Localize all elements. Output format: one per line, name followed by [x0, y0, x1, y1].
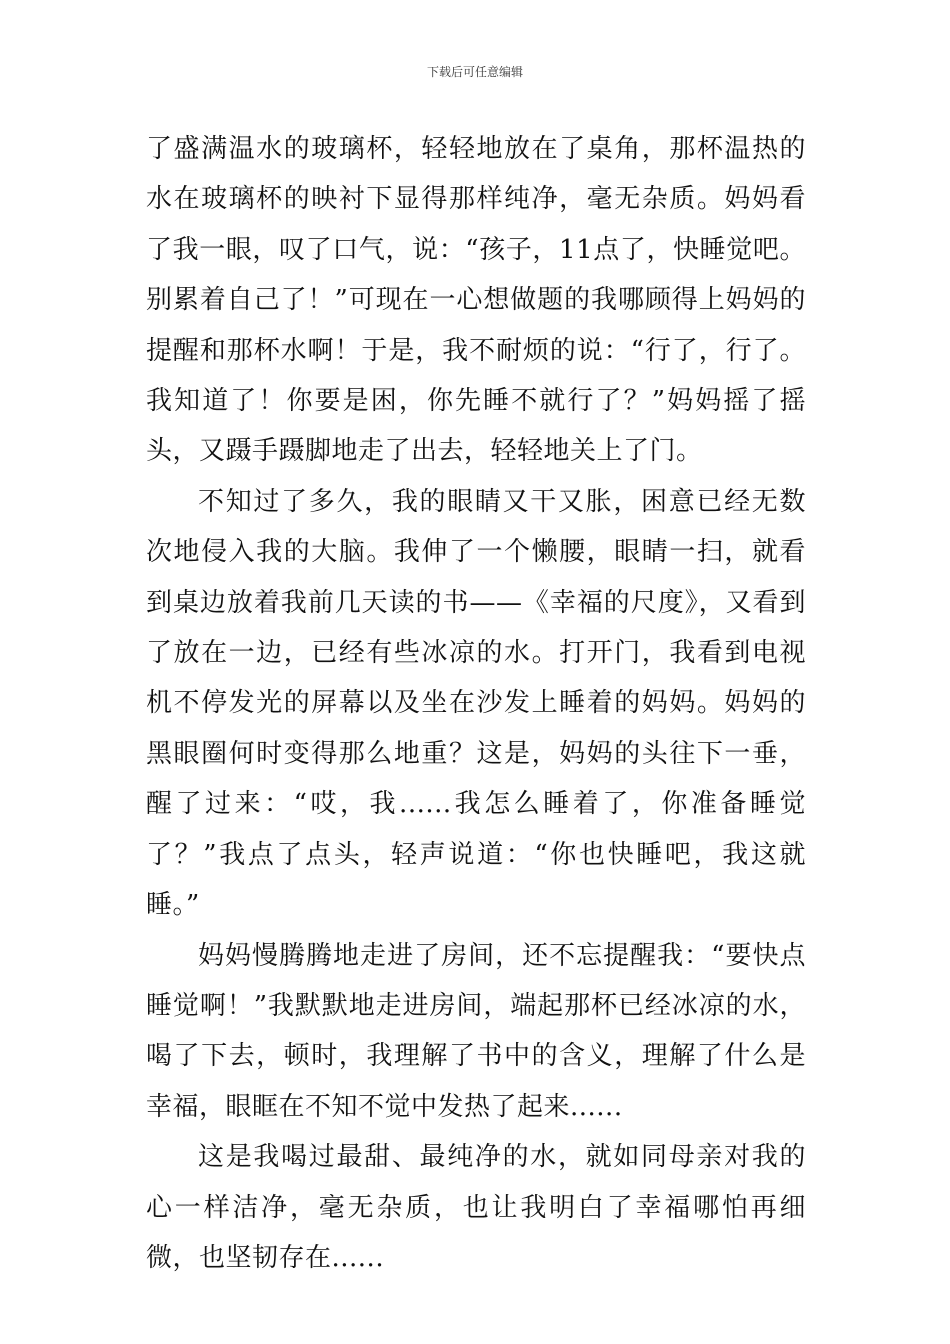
paragraph-3: 妈妈慢腾腾地走进了房间，还不忘提醒我：“要快点睡觉啊！”我默默地走进房间，端起那杯已经冰凉的水，喝了下去，顿时，我理解了书中的含义，理解了什么是幸福，眼眶在不知不觉中发热了起来...... — [146, 940, 806, 1122]
page-header: 下载后可任意编辑 — [426, 65, 523, 79]
paragraph-4: 这是我喝过最甜、最纯净的水，就如同母亲对我的心一样洁净，毫无杂质，也让我明白了幸福哪怕再细微，也坚韧存在...... — [146, 1142, 806, 1273]
paragraph-1: 了盛满温水的玻璃杯，轻轻地放在了桌角，那杯温热的水在玻璃杯的映衬下显得那样纯净，毫无杂质。妈妈看了我一眼，叹了口气，说：“孩子，11点了，快睡觉吧。别累着自己了！”可现在一心想做题的我哪顾得上妈妈的提醒和那杯水啊！于是，我不耐烦的说：“行了，行了。我知道了！你要是困，你先睡不就行了？”妈妈摇了摇头，又蹑手蹑脚地走了出去，轻轻地关上了门。 — [146, 134, 806, 467]
document-body — [146, 124, 806, 1283]
paragraph-2: 不知过了多久，我的眼睛又干又胀，困意已经无数次地侵入我的大脑。我伸了一个懒腰，眼睛一扫，就看到桌边放着我前几天读的书——《幸福的尺度》，又看到了放在一边，已经有些冰凉的水。打开门，我看到电视机不停发光的屏幕以及坐在沙发上睡着的妈妈。妈妈的黑眼圈何时变得那么地重？这是，妈妈的头往下一垂，醒了过来：“哎，我......我怎么睡着了，你准备睡觉了？”我点了点头，轻声说道：“你也快睡吧，我这就睡。” — [146, 486, 806, 921]
